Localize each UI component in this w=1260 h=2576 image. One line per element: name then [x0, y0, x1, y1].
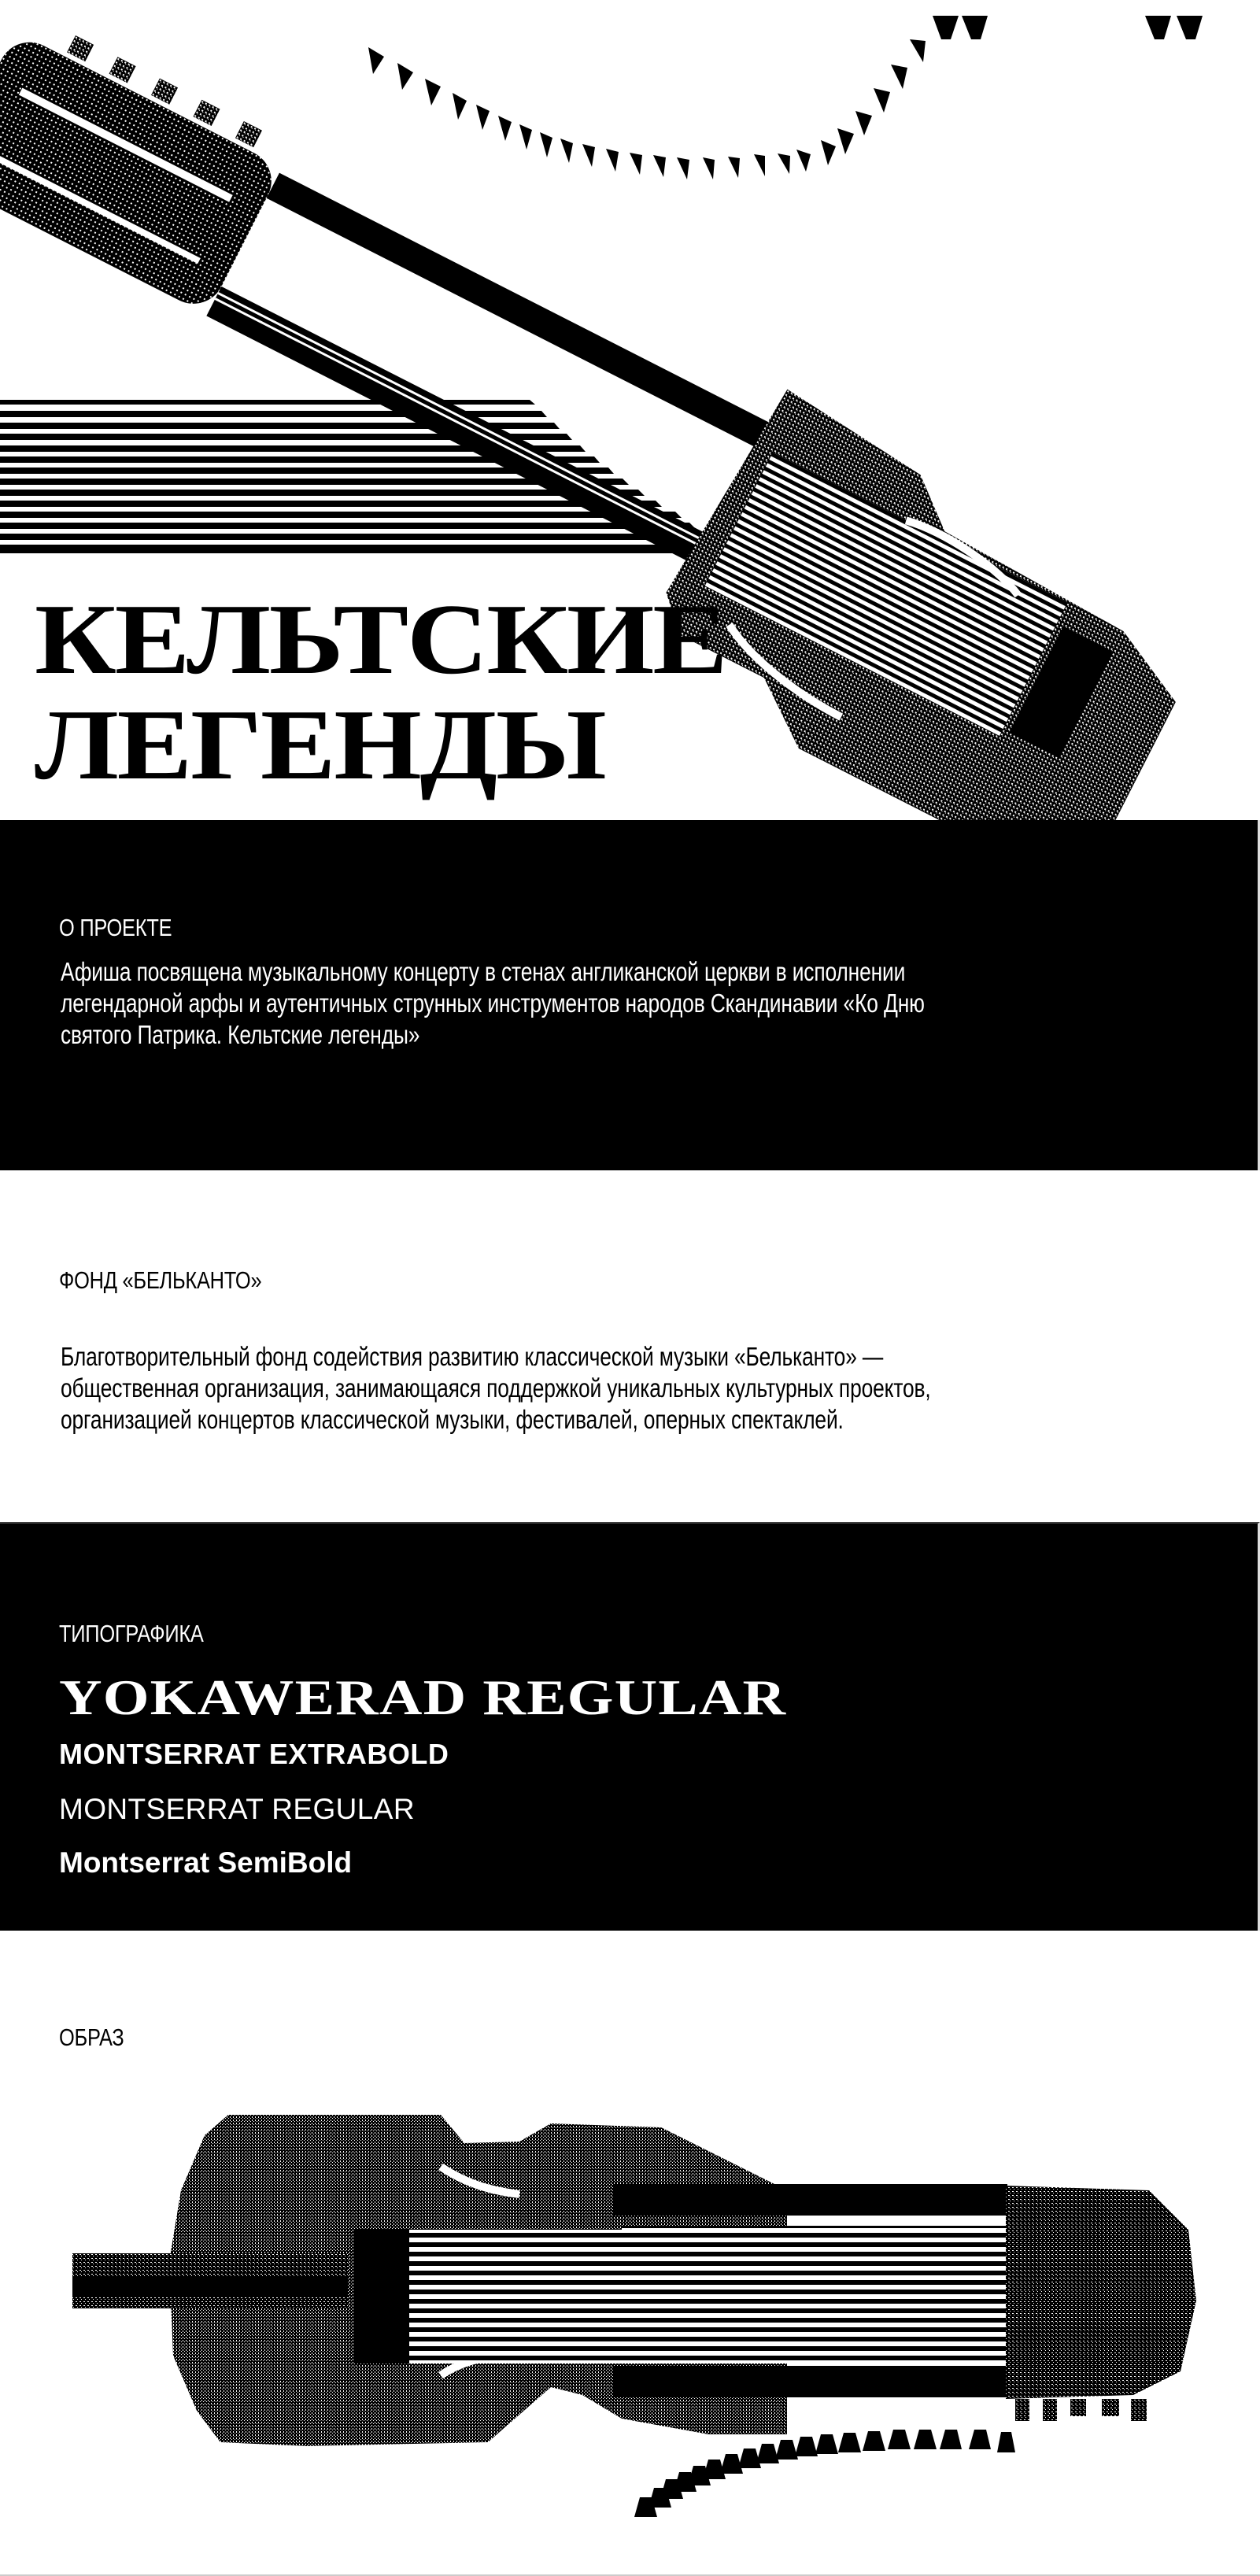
image-section	[0, 1931, 1260, 2576]
font-sample-montserrat-semibold: Montserrat SemiBold	[59, 1846, 353, 1879]
fund-line-3: организацией концертов классической музыки, фестивалей, оперных спектаклей.	[61, 1405, 844, 1434]
about-line-2: легендарной арфы и аутентичных струнных инструментов народов Скандинавии «Ко Дню	[61, 989, 925, 1018]
typography-section	[0, 1522, 1260, 1931]
page-title-line1: КЕЛЬТСКИЕ	[35, 583, 726, 695]
image-label: ОБРАЗ	[59, 2023, 124, 2051]
about-line-3: святого Патрика. Кельтские легенды»	[61, 1020, 420, 1049]
page-title-line2: ЛЕГЕНДЫ	[35, 689, 605, 800]
hero-section	[0, 0, 1260, 820]
font-sample-yokawerad: YOKAWERAD REGULAR	[59, 1669, 787, 1725]
about-label: О ПРОЕКТЕ	[59, 914, 172, 941]
fund-line-2: общественная организация, занимающаяся поддержкой уникальных культурных проектов,	[61, 1373, 931, 1403]
about-section	[0, 820, 1260, 1170]
instrument-horizontal-icon	[0, 1931, 1260, 2576]
about-line-1: Афиша посвящена музыкальному концерту в стенах англиканской церкви в исполнении	[61, 957, 906, 986]
fund-label: ФОНД «БЕЛЬКАНТО»	[59, 1266, 262, 1294]
peg-arc-decor	[368, 16, 1203, 179]
typography-label: ТИПОГРАФИКА	[59, 1620, 204, 1647]
fund-body	[61, 1341, 931, 1436]
font-sample-montserrat-extrabold: MONTSERRAT EXTRABOLD	[59, 1738, 449, 1770]
font-sample-montserrat-regular: MONTSERRAT REGULAR	[59, 1793, 415, 1825]
fund-section	[0, 1170, 1260, 1522]
fund-line-1: Благотворительный фонд содействия развитию классической музыки «Бельканто» —	[61, 1342, 884, 1371]
about-body	[61, 956, 925, 1051]
